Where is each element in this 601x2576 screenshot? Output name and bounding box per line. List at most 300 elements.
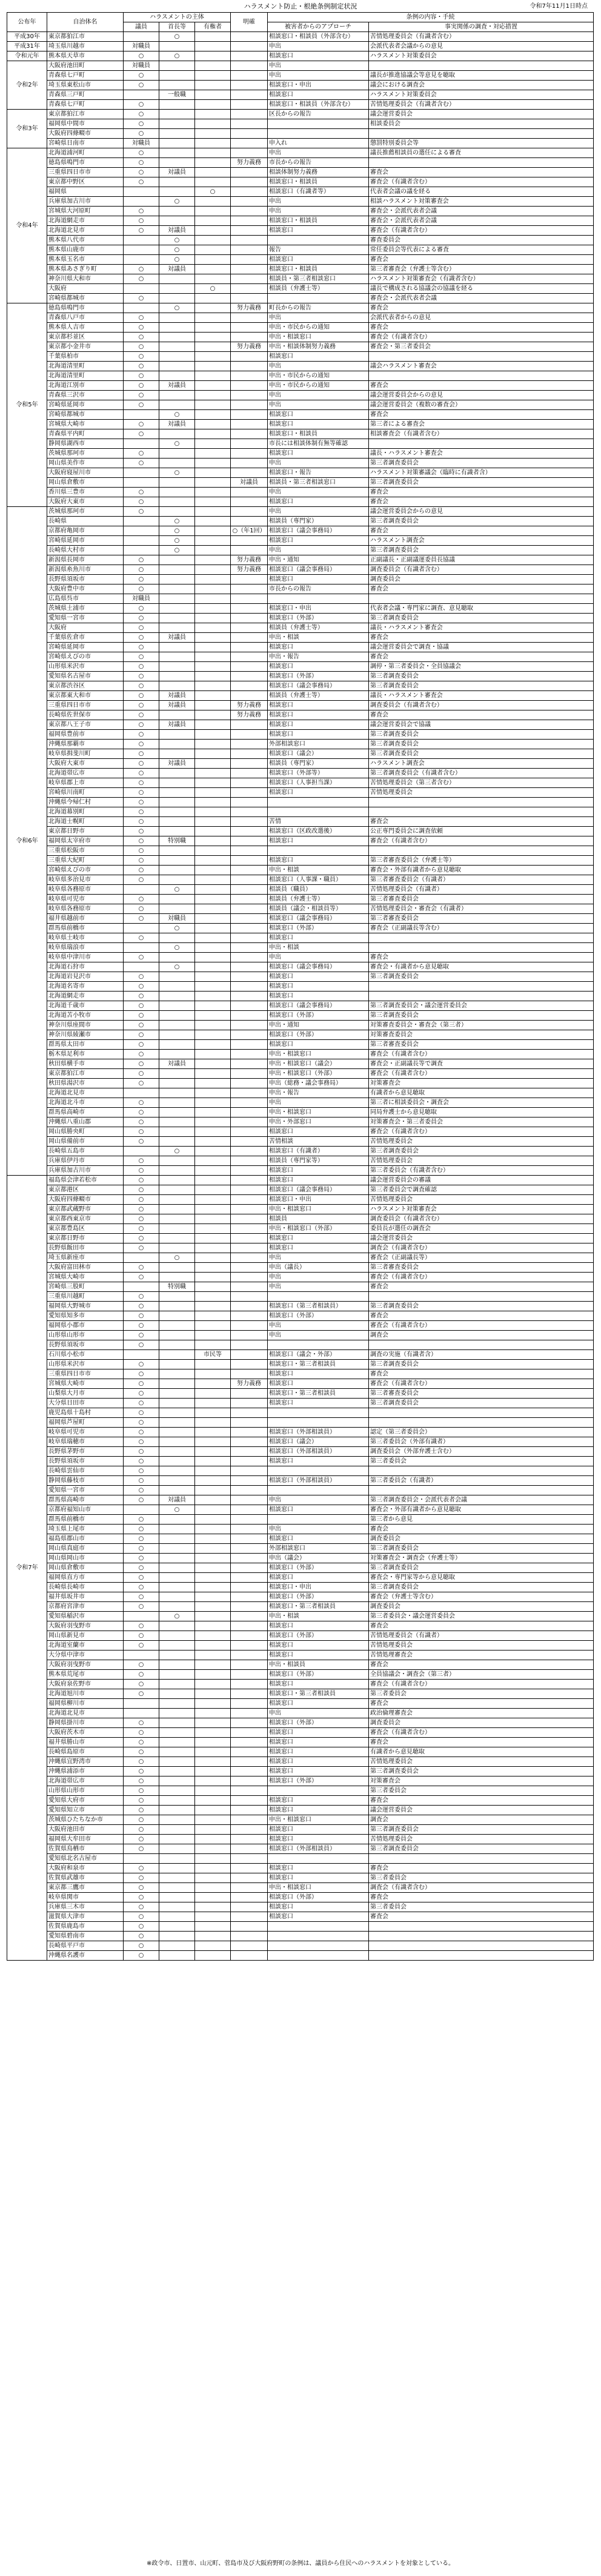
table-row (7, 1515, 594, 1525)
electors-mark (195, 1573, 231, 1583)
municipality-name: 徳島県鳴門市 (47, 158, 124, 168)
municipality-name: 宮崎県都城市 (47, 410, 124, 420)
table-row (7, 1583, 594, 1592)
municipality-name: 愛知県知立市 (47, 1806, 124, 1815)
other-mark (231, 1505, 268, 1515)
process-text: 第三者委員会・議会運営委員会 (369, 1612, 594, 1621)
members-mark: ○ (124, 1166, 159, 1176)
process-text: 有識者から意見聴取 (369, 1747, 594, 1757)
members-mark: 対職員 (124, 42, 159, 51)
approach-text: 相談窓口 (268, 1534, 369, 1544)
chair-mark: 対議員 (159, 720, 195, 730)
chair-mark: 対議員 (159, 633, 195, 643)
process-text: 議会における調査会 (369, 81, 594, 90)
members-mark: ○ (124, 1302, 159, 1311)
process-text: 苦情処理委員会・審査会（有識者） (369, 904, 594, 914)
chair-mark (159, 895, 195, 904)
electors-mark (195, 1205, 231, 1214)
chair-mark: ○ (159, 255, 195, 265)
members-mark: ○ (124, 1893, 159, 1902)
municipality-name: 岡山県備前市 (47, 1137, 124, 1147)
members-mark: ○ (124, 749, 159, 759)
other-mark (231, 1021, 268, 1030)
other-mark (231, 1428, 268, 1437)
members-mark: ○ (124, 1621, 159, 1631)
process-text (369, 439, 594, 449)
other-mark (231, 1835, 268, 1844)
table-row (7, 1941, 594, 1951)
electors-mark (195, 846, 231, 856)
electors-mark (195, 1127, 231, 1137)
members-mark: ○ (124, 158, 159, 168)
chair-mark (159, 769, 195, 778)
municipality-name: 大阪府羽曳野市 (47, 1660, 124, 1670)
table-row (7, 497, 594, 507)
process-text: 調査会 (369, 1331, 594, 1340)
other-mark (231, 177, 268, 187)
members-mark: ○ (124, 1340, 159, 1350)
process-text: 審査会（有識者含む） (369, 836, 594, 846)
chair-mark: ○ (159, 303, 195, 313)
table-row (7, 158, 594, 168)
year-label: 令和6年 (16, 837, 38, 844)
approach-text: 相談窓口（議会事務局） (268, 526, 369, 536)
table-row (7, 1428, 594, 1437)
other-mark (231, 371, 268, 381)
other-mark: 努力義務 (231, 303, 268, 313)
approach-text: 申出 (268, 546, 369, 555)
members-mark: ○ (124, 1127, 159, 1137)
chair-mark (159, 1399, 195, 1408)
electors-mark (195, 1040, 231, 1050)
process-text: 第三者調査委員会 (369, 1544, 594, 1554)
municipality-name: 群馬県高崎市 (47, 1108, 124, 1117)
chair-mark (159, 207, 195, 216)
process-text: 第三者調査委員会 (369, 1583, 594, 1592)
process-text: 第三者委員会 (369, 1873, 594, 1883)
municipality-name: 宮崎県都城市 (47, 294, 124, 303)
electors-mark (195, 478, 231, 488)
approach-text: 相談窓口 (268, 1699, 369, 1709)
electors-mark (195, 1369, 231, 1379)
other-mark (231, 1767, 268, 1776)
other-mark (231, 497, 268, 507)
other-mark (231, 1670, 268, 1680)
table-row (7, 943, 594, 953)
members-mark: ○ (124, 1757, 159, 1767)
approach-text: 相談窓口・第三者相談員 (268, 1689, 369, 1699)
other-mark: 対議員 (231, 478, 268, 488)
electors-mark (195, 904, 231, 914)
electors-mark (195, 1263, 231, 1273)
header-electors: 有権者 (195, 22, 231, 32)
municipality-name: 長野県茅野市 (47, 1447, 124, 1457)
members-mark: ○ (124, 1641, 159, 1651)
process-text: 議会運営委員会からの意見 (369, 391, 594, 400)
municipality-name: 大阪府羽曳野市 (47, 1621, 124, 1631)
members-mark: ○ (124, 381, 159, 391)
electors-mark (195, 391, 231, 400)
municipality-name: 秋田県横手市 (47, 1059, 124, 1069)
process-text (369, 992, 594, 1001)
electors-mark (195, 1902, 231, 1912)
approach-text: 申出 (268, 207, 369, 216)
electors-mark (195, 1234, 231, 1243)
members-mark (124, 410, 159, 420)
other-mark (231, 1796, 268, 1806)
process-text: 審査会（有識者含む） (369, 1680, 594, 1689)
municipality-name: 群馬県前橋市 (47, 924, 124, 933)
members-mark: ○ (124, 265, 159, 274)
approach-text: 相談窓口 (268, 1902, 369, 1912)
chair-mark (159, 1418, 195, 1428)
chair-mark (159, 1835, 195, 1844)
municipality-name: 山梨県大月市 (47, 1389, 124, 1399)
other-mark (231, 439, 268, 449)
approach-text: 相談窓口 (268, 1621, 369, 1631)
municipality-name: 茨城県土浦市 (47, 604, 124, 614)
process-text: 第三者審査委員会 (369, 1040, 594, 1050)
chair-mark (159, 1738, 195, 1747)
table-row (7, 565, 594, 575)
electors-mark (195, 1554, 231, 1563)
chair-mark (159, 400, 195, 410)
table-row (7, 517, 594, 526)
municipality-name: 北海道名寄市 (47, 982, 124, 992)
table-row (7, 623, 594, 633)
other-mark (231, 51, 268, 61)
members-mark: ○ (124, 836, 159, 846)
electors-mark (195, 730, 231, 740)
chair-mark: ○ (159, 1612, 195, 1621)
approach-text: 外部相談窓口 (268, 740, 369, 749)
chair-mark (159, 1166, 195, 1176)
chair-mark (159, 497, 195, 507)
table-row (7, 1243, 594, 1253)
members-mark: ○ (124, 1825, 159, 1835)
municipality-name: 北海道清里町 (47, 371, 124, 381)
municipality-name: 沖縄県那覇市 (47, 740, 124, 749)
table-row (7, 274, 594, 284)
other-mark (231, 1166, 268, 1176)
process-text: 苦情処理委員会 (369, 1835, 594, 1844)
process-text: 苦情処理審査会 (369, 1651, 594, 1660)
members-mark: ○ (124, 1214, 159, 1224)
other-mark (231, 1854, 268, 1864)
process-text (369, 61, 594, 71)
process-text: 第三者調査委員会 (369, 1011, 594, 1021)
chair-mark (159, 1922, 195, 1932)
municipality-name: 長崎県平戸市 (47, 1941, 124, 1951)
chair-mark (159, 1360, 195, 1369)
municipality-name: 東京都東大和市 (47, 691, 124, 701)
municipality-name: 長崎県佐世保市 (47, 710, 124, 720)
table-row (7, 284, 594, 294)
other-mark: 努力義務 (231, 342, 268, 352)
electors-mark: ○ (195, 284, 231, 294)
electors-mark (195, 924, 231, 933)
table-row (7, 1835, 594, 1844)
municipality-name: 大阪府茨木市 (47, 1728, 124, 1738)
electors-mark (195, 1525, 231, 1534)
process-text: 政治倫理審査会 (369, 1709, 594, 1718)
process-text: 審査会・有識者から意見聴取 (369, 962, 594, 972)
table-row (7, 1621, 594, 1631)
chair-mark (159, 1389, 195, 1399)
process-text: 第三者調査委員会 (369, 749, 594, 759)
process-text: 苦情処理委員会 (369, 1156, 594, 1166)
process-text: 正副議長・正副議運委員長協議 (369, 555, 594, 565)
chair-mark (159, 1873, 195, 1883)
municipality-name: 愛知県一宮市 (47, 1486, 124, 1495)
approach-text: 相談窓口 (268, 1573, 369, 1583)
chair-mark (159, 798, 195, 807)
process-text: 代表者会議の議を経る (369, 187, 594, 197)
members-mark (124, 924, 159, 933)
municipality-name: 千葉県佐倉市 (47, 633, 124, 643)
chair-mark: ○ (159, 885, 195, 895)
electors-mark (195, 274, 231, 284)
other-mark (231, 429, 268, 439)
table-row (7, 827, 594, 836)
members-mark (124, 187, 159, 197)
table-row (7, 1311, 594, 1321)
table-row (7, 1806, 594, 1815)
chair-mark (159, 623, 195, 633)
approach-text: 相談員（弁護士等） (268, 691, 369, 701)
municipality-name: 佐賀県鹿島市 (47, 1922, 124, 1932)
electors-mark (195, 265, 231, 274)
approach-text: 相談員 (268, 1214, 369, 1224)
other-mark (231, 1147, 268, 1156)
members-mark (124, 255, 159, 265)
process-text: 第三者審査会（弁護士等含む） (369, 265, 594, 274)
members-mark: ○ (124, 681, 159, 691)
electors-mark (195, 1030, 231, 1040)
members-mark: ○ (124, 914, 159, 924)
members-mark: ○ (124, 1747, 159, 1757)
chair-mark (159, 1108, 195, 1117)
municipality-name: 岡山県倉敷市 (47, 478, 124, 488)
other-mark (231, 197, 268, 207)
members-mark: ○ (124, 1592, 159, 1602)
electors-mark (195, 643, 231, 652)
process-text: 第三者委員会 (369, 1689, 594, 1699)
other-mark (231, 1040, 268, 1050)
process-text: 審査会（正副議長等含む） (369, 924, 594, 933)
electors-mark (195, 1738, 231, 1747)
other-mark (231, 623, 268, 633)
other-mark (231, 362, 268, 371)
members-mark: ○ (124, 1544, 159, 1554)
municipality-name: 宮城県大崎市 (47, 1273, 124, 1282)
approach-text: 相談員・第三者相談窓口 (268, 478, 369, 488)
approach-text: 相談窓口 (268, 982, 369, 992)
table-row (7, 584, 594, 594)
table-row (7, 303, 594, 313)
electors-mark (195, 662, 231, 672)
municipality-name: 新潟県長岡市 (47, 555, 124, 565)
electors-mark (195, 1195, 231, 1205)
process-text: 第三者委員会（有識者含む） (369, 1166, 594, 1176)
electors-mark (195, 1873, 231, 1883)
year-cell (7, 507, 47, 1176)
table-row (7, 323, 594, 333)
electors-mark (195, 1360, 231, 1369)
members-mark: ○ (124, 294, 159, 303)
members-mark: ○ (124, 1050, 159, 1059)
municipality-name: 北海道江別市 (47, 381, 124, 391)
municipality-name: 大分県中津市 (47, 1651, 124, 1660)
process-text: 審査会 (369, 526, 594, 536)
process-text: 議長が推進協議会等意見を聴取 (369, 71, 594, 81)
other-mark (231, 1660, 268, 1670)
municipality-name: 愛知県大府市 (47, 1796, 124, 1806)
chair-mark: ○ (159, 1147, 195, 1156)
process-text: 苦情処理委員会（第三者含む） (369, 778, 594, 788)
members-mark: ○ (124, 565, 159, 575)
chair-mark (159, 352, 195, 362)
members-mark: ○ (124, 1680, 159, 1689)
municipality-name: 山形県米沢市 (47, 1360, 124, 1369)
process-text: 第三者調査委員会 (369, 672, 594, 681)
other-mark (231, 1360, 268, 1369)
approach-text: 報告 (268, 245, 369, 255)
process-text: 審査会 (369, 1912, 594, 1922)
chair-mark: ○ (159, 51, 195, 61)
municipality-name: 熊本県あさぎり町 (47, 265, 124, 274)
members-mark (124, 32, 159, 42)
process-text: 審査会 (369, 323, 594, 333)
table-row (7, 730, 594, 740)
electors-mark (195, 623, 231, 633)
process-text: 調査会 (369, 1815, 594, 1825)
approach-text: 申出・相談 (268, 1612, 369, 1621)
electors-mark (195, 1292, 231, 1302)
approach-text: 申出・相談窓口 (268, 1883, 369, 1893)
other-mark (231, 294, 268, 303)
members-mark (124, 1505, 159, 1515)
process-text: 審査会 (369, 817, 594, 827)
approach-text: 相談窓口 (268, 1806, 369, 1815)
chair-mark: 対議員 (159, 701, 195, 710)
electors-mark (195, 1932, 231, 1941)
process-text: 審査会・外部有識者から意見聴取 (369, 1505, 594, 1515)
process-text: 第三者調査委員会 (369, 1767, 594, 1776)
members-mark: ○ (124, 1554, 159, 1563)
municipality-name: 東京都中野区 (47, 177, 124, 187)
year-label: 令和元年 (15, 52, 39, 59)
members-mark: ○ (124, 575, 159, 584)
approach-text: 相談窓口 (268, 1457, 369, 1466)
electors-mark (195, 1583, 231, 1592)
approach-text (268, 1418, 369, 1428)
table-row (7, 459, 594, 468)
process-text: 第三者調査委員会 (369, 681, 594, 691)
chair-mark (159, 1515, 195, 1525)
other-mark (231, 168, 268, 177)
members-mark: ○ (124, 1205, 159, 1214)
other-mark (231, 1883, 268, 1893)
other-mark (231, 604, 268, 614)
process-text: 審査会（有識者含む） (369, 226, 594, 236)
municipality-name: 北海道北斗市 (47, 1098, 124, 1108)
process-text: 議会運営委員会で調査・協議 (369, 643, 594, 652)
process-text: 議会運営委員会の審議 (369, 1176, 594, 1185)
municipality-name: 大阪府池田町 (47, 61, 124, 71)
header-name: 自治体名 (47, 13, 124, 32)
municipality-name: 福岡県直方市 (47, 1573, 124, 1583)
municipality-name: 福岡県芦屋町 (47, 1418, 124, 1428)
municipality-name: 東京都豊島区 (47, 1224, 124, 1234)
table-row (7, 1127, 594, 1137)
table-row (7, 1825, 594, 1835)
table-row (7, 1234, 594, 1243)
process-text: 調査会（有識者含む） (369, 1883, 594, 1893)
members-mark: ○ (124, 759, 159, 769)
chair-mark (159, 1273, 195, 1282)
electors-mark (195, 1079, 231, 1088)
table-row (7, 1670, 594, 1680)
table-row (7, 817, 594, 827)
process-text: 調査委員会（有識者含む） (369, 565, 594, 575)
table-row (7, 982, 594, 992)
approach-text: 相談窓口 (268, 933, 369, 943)
process-text: 議長で構成される協議会の協議を経る (369, 284, 594, 294)
process-text: 審査会 (369, 953, 594, 962)
approach-text: 相談窓口 (268, 662, 369, 672)
chair-mark: ○ (159, 197, 195, 207)
members-mark: ○ (124, 788, 159, 798)
approach-text: 申出 (268, 488, 369, 497)
table-row (7, 1273, 594, 1282)
process-text (369, 1418, 594, 1428)
process-text: 第三者委員会で調査確認 (369, 1185, 594, 1195)
table-row (7, 61, 594, 71)
other-mark (231, 798, 268, 807)
municipality-name: 熊本県人吉市 (47, 323, 124, 333)
table-row (7, 1476, 594, 1486)
table-row (7, 1117, 594, 1127)
process-text: 審査会 (369, 410, 594, 420)
chair-mark (159, 1379, 195, 1389)
members-mark: ○ (124, 1117, 159, 1127)
process-text: 会派代表者からの意見 (369, 313, 594, 323)
approach-text: 市長からの報告 (268, 584, 369, 594)
other-mark (231, 1340, 268, 1350)
approach-text: 苦情 (268, 817, 369, 827)
chair-mark (159, 1030, 195, 1040)
members-mark: ○ (124, 1418, 159, 1428)
members-mark: ○ (124, 1011, 159, 1021)
process-text: 第三者調査委員会 (369, 459, 594, 468)
electors-mark (195, 1418, 231, 1428)
electors-mark (195, 953, 231, 962)
approach-text: 相談窓口 (268, 1796, 369, 1806)
header-approach: 被害者からのアプローチ (268, 22, 369, 32)
other-mark (231, 1922, 268, 1932)
approach-text: 申出・市民からの通知 (268, 371, 369, 381)
other-mark (231, 323, 268, 333)
table-row (7, 614, 594, 623)
other-mark (231, 1592, 268, 1602)
other-mark (231, 1815, 268, 1825)
members-mark: ○ (124, 1864, 159, 1873)
electors-mark (195, 1108, 231, 1117)
process-text: 議会運営委員会で協議 (369, 720, 594, 730)
table-row (7, 856, 594, 866)
approach-text: 相談員（弁護士等） (268, 895, 369, 904)
